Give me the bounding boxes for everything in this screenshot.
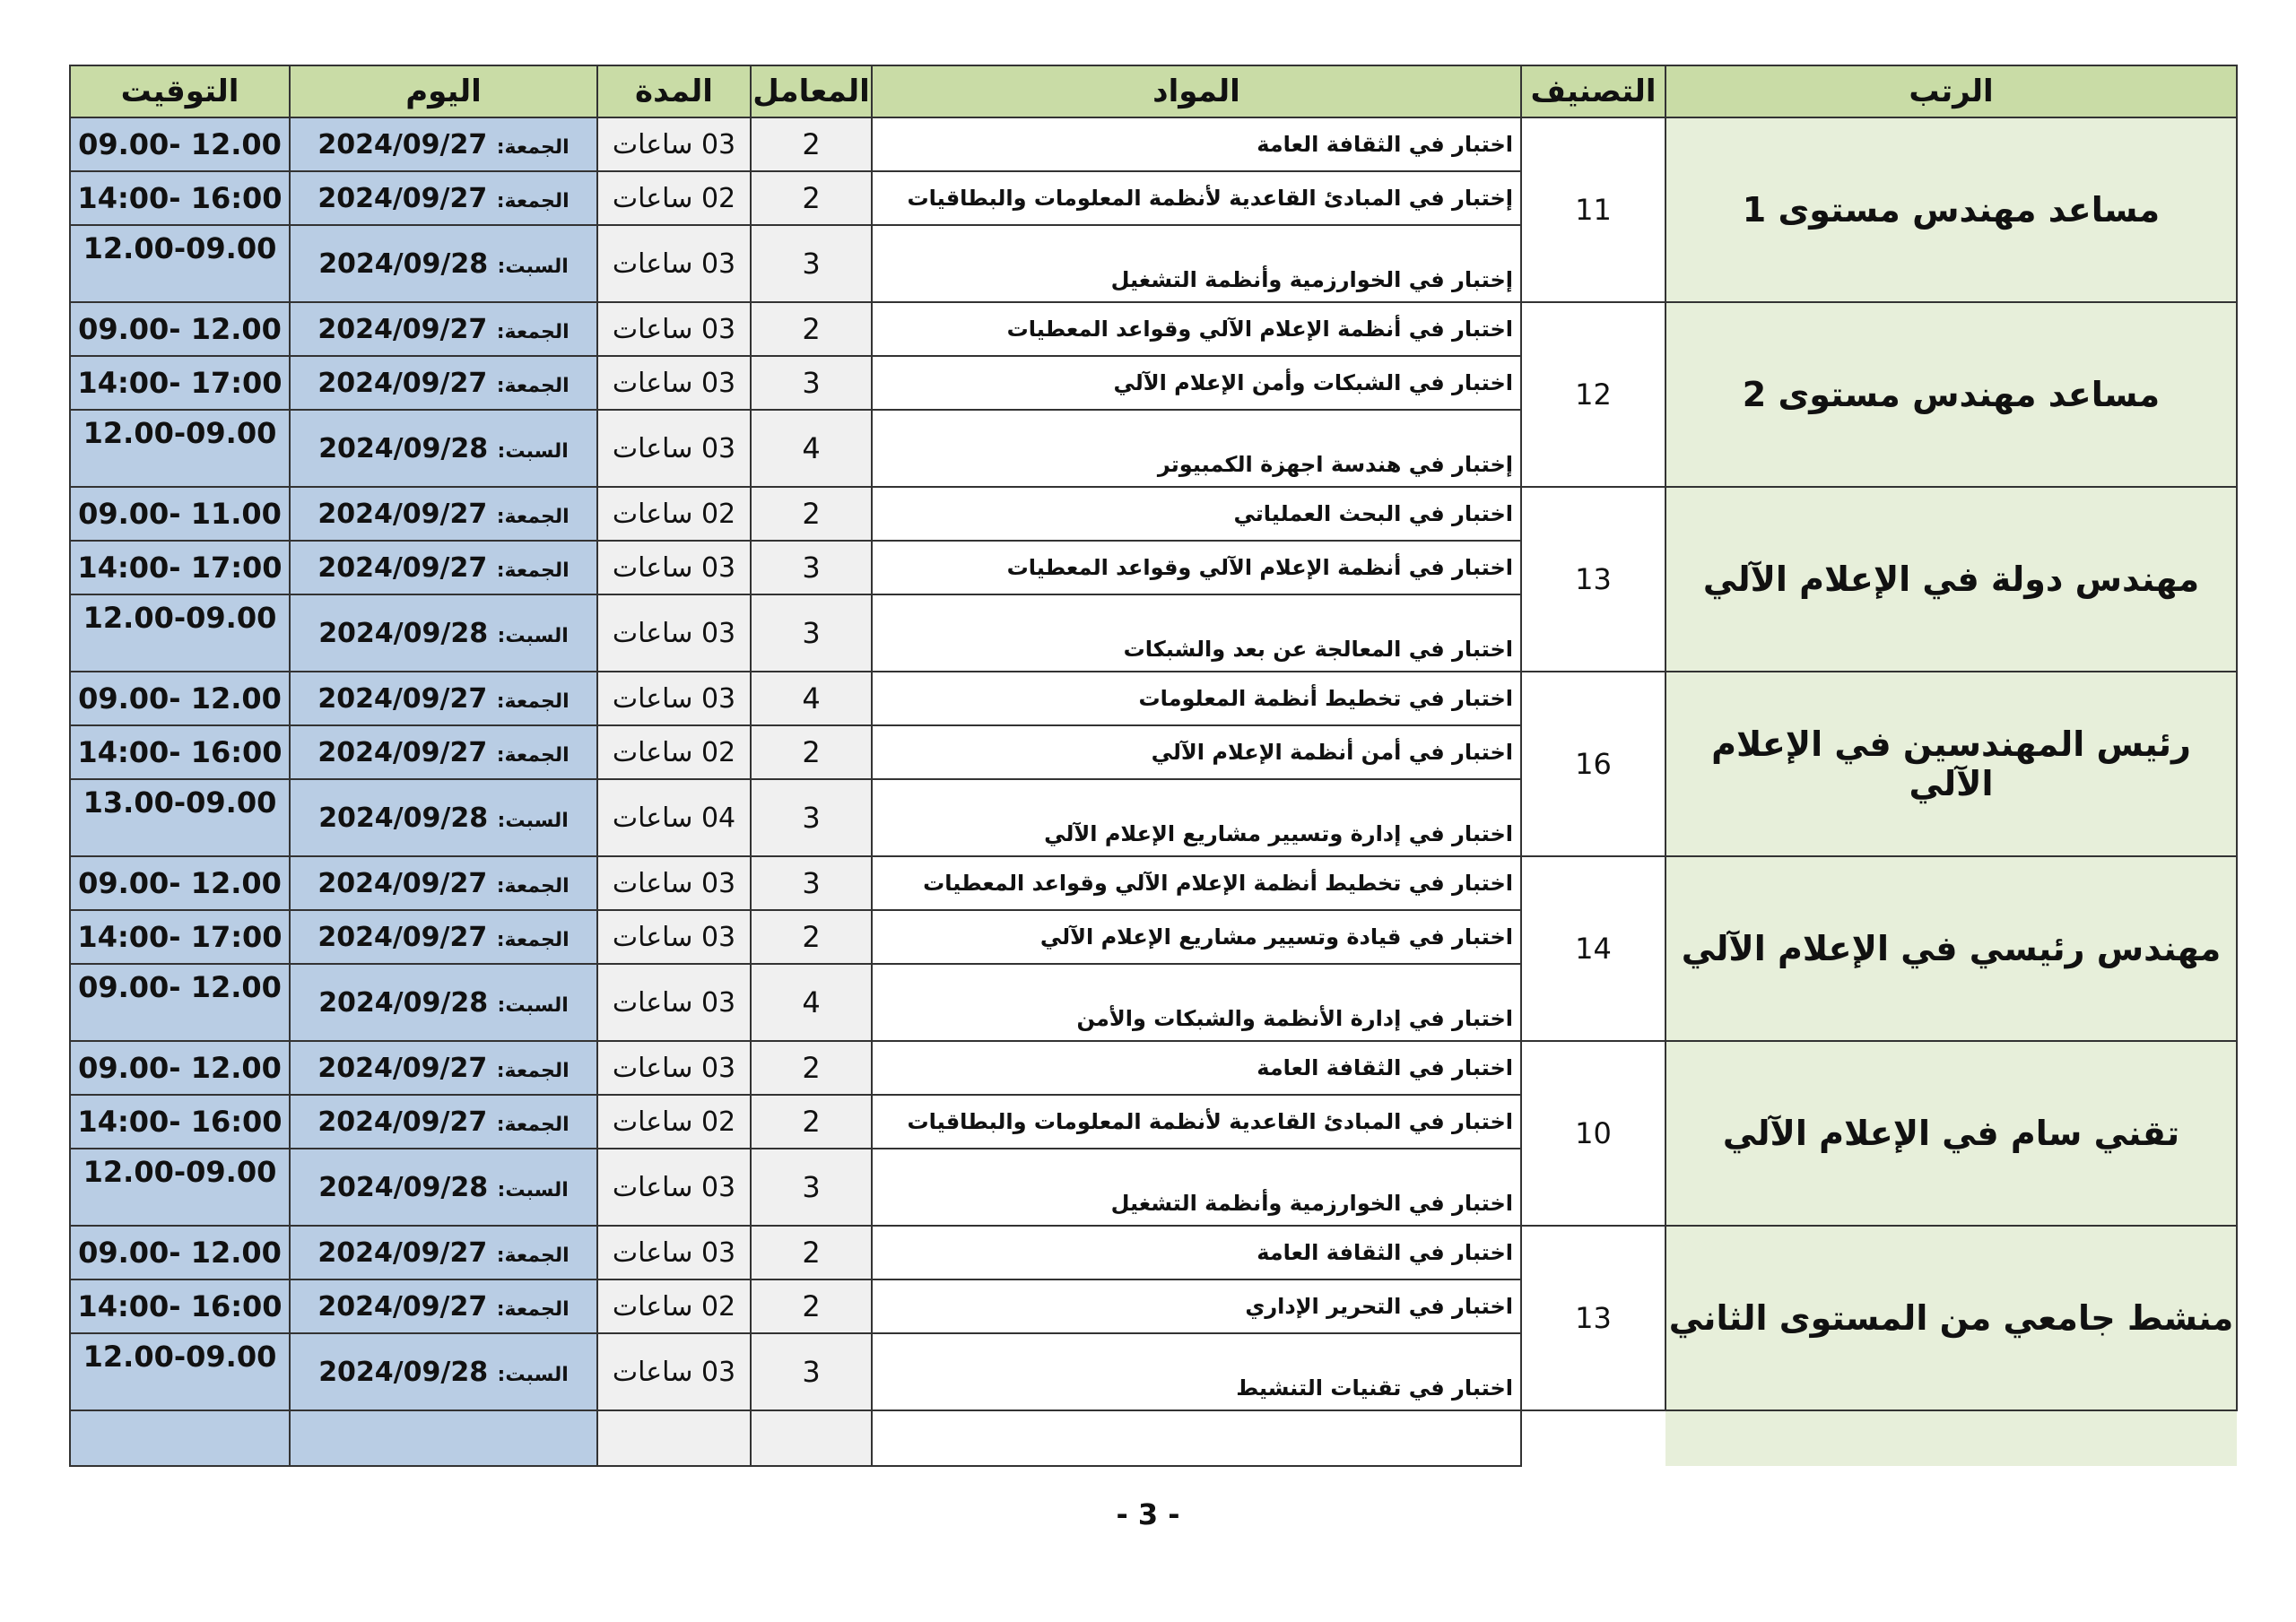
day-cell (290, 171, 597, 225)
rank-cell: مساعد مهندس مستوى 2 (1665, 302, 2237, 487)
header-rank: الرتب (1665, 65, 2237, 117)
day-name: السبت: (497, 1363, 569, 1386)
subject-cell: اختبار في المعالجة عن بعد والشبكات (872, 594, 1521, 672)
header-day: اليوم (290, 65, 597, 117)
date: 2024/09/27 (317, 182, 488, 214)
date: 2024/09/28 (318, 432, 489, 464)
time-cell: 12.00 -09.00 (70, 964, 290, 1041)
day-cell (290, 1095, 597, 1149)
subject-cell: اختبار في المبادئ القاعدية لأنظمة المعلومات والبطاقيات (872, 1095, 1521, 1149)
duration-cell: 02 ساعات (597, 1279, 751, 1333)
date: 2024/09/27 (317, 867, 488, 899)
subject-cell: اختبار في تخطيط أنظمة الإعلام الآلي وقواعد المعطيات (872, 856, 1521, 910)
subject-cell: اختبار في قيادة وتسيير مشاريع الإعلام الآلي (872, 910, 1521, 964)
header-coefficient: المعامل (751, 65, 872, 117)
empty-cell (751, 1410, 872, 1466)
table-row (70, 1226, 2237, 1279)
date: 2024/09/27 (317, 682, 488, 715)
subject-cell: إختبار في هندسة اجهزة الكمبيوتر (872, 410, 1521, 487)
date: 2024/09/28 (318, 1171, 489, 1203)
duration-cell: 03 ساعات (597, 964, 751, 1041)
day-cell (290, 1226, 597, 1279)
day-cell (290, 410, 597, 487)
subject-cell: اختبار في أنظمة الإعلام الآلي وقواعد المعطيات (872, 302, 1521, 356)
date: 2024/09/27 (317, 921, 488, 953)
coefficient-cell: 2 (751, 910, 872, 964)
duration-cell: 04 ساعات (597, 779, 751, 856)
day-cell (290, 1149, 597, 1226)
day-name: الجمعة: (496, 743, 570, 767)
day-name: السبت: (497, 1178, 569, 1201)
empty-cell (1521, 1410, 1665, 1466)
day-cell (290, 541, 597, 594)
date: 2024/09/28 (318, 802, 489, 834)
coefficient-cell: 4 (751, 964, 872, 1041)
classification-cell: 10 (1521, 1041, 1665, 1226)
subject-cell: اختبار في أمن أنظمة الإعلام الآلي (872, 725, 1521, 779)
day-cell (290, 594, 597, 672)
day-cell (290, 1279, 597, 1333)
subject-cell: اختبار في التحرير الإداري (872, 1279, 1521, 1333)
empty-cell (70, 1410, 290, 1466)
coefficient-cell: 3 (751, 1333, 872, 1410)
table-row (70, 1041, 2237, 1095)
date: 2024/09/27 (317, 551, 488, 584)
day-name: الجمعة: (496, 320, 570, 343)
day-name: الجمعة: (496, 690, 570, 713)
duration-cell: 03 ساعات (597, 1226, 751, 1279)
date: 2024/09/28 (318, 617, 489, 649)
coefficient-cell: 3 (751, 1149, 872, 1226)
duration-cell: 03 ساعات (597, 302, 751, 356)
duration-cell: 02 ساعات (597, 1095, 751, 1149)
date: 2024/09/27 (317, 128, 488, 160)
duration-cell: 02 ساعات (597, 487, 751, 541)
empty-cell (597, 1410, 751, 1466)
day-cell (290, 487, 597, 541)
page-number: - 3 - (1116, 1497, 1180, 1531)
subject-cell: اختبار في الثقافة العامة (872, 1226, 1521, 1279)
duration-cell: 03 ساعات (597, 672, 751, 725)
duration-cell: 03 ساعات (597, 1149, 751, 1226)
empty-cell (290, 1410, 597, 1466)
empty-cell (1665, 1410, 2237, 1466)
header-subjects: المواد (872, 65, 1521, 117)
table-row (70, 117, 2237, 171)
coefficient-cell: 3 (751, 225, 872, 302)
date: 2024/09/27 (317, 498, 488, 530)
duration-cell: 03 ساعات (597, 594, 751, 672)
day-cell (290, 225, 597, 302)
empty-cell (872, 1410, 1521, 1466)
day-name: الجمعة: (496, 1244, 570, 1267)
time-cell: 13.00-09.00 (70, 779, 290, 856)
day-name: الجمعة: (496, 1113, 570, 1136)
date: 2024/09/27 (317, 367, 488, 399)
date: 2024/09/28 (318, 986, 489, 1019)
schedule-body (70, 117, 2237, 1466)
day-name: الجمعة: (496, 374, 570, 397)
day-cell (290, 856, 597, 910)
rank-cell: رئيس المهندسين في الإعلام الآلي (1665, 672, 2237, 856)
day-name: الجمعة: (496, 559, 570, 582)
date: 2024/09/27 (317, 1290, 488, 1323)
duration-cell: 03 ساعات (597, 541, 751, 594)
time-cell: 12.00 -09.00 (70, 672, 290, 725)
day-name: الجمعة: (496, 874, 570, 898)
time-cell: 16:00 -14:00 (70, 1095, 290, 1149)
time-cell: 12.00-09.00 (70, 410, 290, 487)
day-name: الجمعة: (496, 135, 570, 159)
subject-cell: إختبار في المبادئ القاعدية لأنظمة المعلومات والبطاقيات (872, 171, 1521, 225)
day-name: الجمعة: (496, 928, 570, 951)
table-row (70, 487, 2237, 541)
coefficient-cell: 4 (751, 672, 872, 725)
day-name: الجمعة: (496, 505, 570, 528)
classification-cell: 12 (1521, 302, 1665, 487)
duration-cell: 02 ساعات (597, 725, 751, 779)
coefficient-cell: 2 (751, 1041, 872, 1095)
day-name: السبت: (497, 439, 569, 463)
duration-cell: 03 ساعات (597, 117, 751, 171)
day-cell (290, 964, 597, 1041)
time-cell: 12.00 -09.00 (70, 302, 290, 356)
date: 2024/09/27 (317, 1236, 488, 1269)
time-cell: 12.00 -09.00 (70, 856, 290, 910)
date: 2024/09/28 (318, 1356, 489, 1388)
subject-cell: اختبار في إدارة الأنظمة والشبكات والأمن (872, 964, 1521, 1041)
coefficient-cell: 2 (751, 171, 872, 225)
rank-cell: منشط جامعي من المستوى الثاني (1665, 1226, 2237, 1410)
table-row (70, 856, 2237, 910)
day-name: الجمعة: (496, 1059, 570, 1082)
time-cell: 12.00 -09.00 (70, 117, 290, 171)
day-name: السبت: (497, 255, 569, 278)
time-cell: 16:00 -14:00 (70, 171, 290, 225)
classification-cell: 13 (1521, 487, 1665, 672)
date: 2024/09/28 (318, 247, 489, 280)
subject-cell: اختبار في البحث العملياتي (872, 487, 1521, 541)
day-cell (290, 779, 597, 856)
time-cell: 12.00-09.00 (70, 1149, 290, 1226)
subject-cell: إختبار في الخوارزمية وأنظمة التشغيل (872, 225, 1521, 302)
table-row (70, 672, 2237, 725)
coefficient-cell: 3 (751, 356, 872, 410)
classification-cell: 16 (1521, 672, 1665, 856)
date: 2024/09/27 (317, 1106, 488, 1138)
coefficient-cell: 2 (751, 1226, 872, 1279)
time-cell: 12.00 -09.00 (70, 1041, 290, 1095)
coefficient-cell: 2 (751, 487, 872, 541)
subject-cell: اختبار في الثقافة العامة (872, 1041, 1521, 1095)
time-cell: 12.00 -09.00 (70, 1226, 290, 1279)
subject-cell: اختبار في تقنيات التنشيط (872, 1333, 1521, 1410)
table-row (70, 302, 2237, 356)
time-cell: 17:00 -14:00 (70, 356, 290, 410)
time-cell: 12.00-09.00 (70, 594, 290, 672)
coefficient-cell: 3 (751, 541, 872, 594)
time-cell: 12.00-09.00 (70, 1333, 290, 1410)
rank-cell: تقني سام في الإعلام الآلي (1665, 1041, 2237, 1226)
coefficient-cell: 2 (751, 117, 872, 171)
day-cell (290, 1333, 597, 1410)
coefficient-cell: 2 (751, 1279, 872, 1333)
duration-cell: 03 ساعات (597, 225, 751, 302)
time-cell: 17:00 -14:00 (70, 910, 290, 964)
coefficient-cell: 2 (751, 725, 872, 779)
day-name: الجمعة: (496, 1297, 570, 1321)
day-cell (290, 117, 597, 171)
day-name: الجمعة: (496, 189, 570, 213)
duration-cell: 02 ساعات (597, 171, 751, 225)
rank-cell: مساعد مهندس مستوى 1 (1665, 117, 2237, 302)
coefficient-cell: 3 (751, 856, 872, 910)
subject-cell: اختبار في الثقافة العامة (872, 117, 1521, 171)
duration-cell: 03 ساعات (597, 410, 751, 487)
rank-cell: مهندس رئيسي في الإعلام الآلي (1665, 856, 2237, 1041)
day-cell (290, 672, 597, 725)
subject-cell: اختبار في الشبكات وأمن الإعلام الآلي (872, 356, 1521, 410)
day-cell (290, 302, 597, 356)
header-row (70, 65, 2237, 117)
classification-cell: 11 (1521, 117, 1665, 302)
date: 2024/09/27 (317, 1052, 488, 1084)
time-cell: 16:00 -14:00 (70, 725, 290, 779)
classification-cell: 14 (1521, 856, 1665, 1041)
day-cell (290, 356, 597, 410)
coefficient-cell: 4 (751, 410, 872, 487)
day-cell (290, 1041, 597, 1095)
time-cell: 17:00 -14:00 (70, 541, 290, 594)
duration-cell: 03 ساعات (597, 856, 751, 910)
day-name: السبت: (497, 993, 569, 1017)
subject-cell: اختبار في الخوارزمية وأنظمة التشغيل (872, 1149, 1521, 1226)
day-name: السبت: (497, 624, 569, 647)
duration-cell: 03 ساعات (597, 910, 751, 964)
duration-cell: 03 ساعات (597, 356, 751, 410)
subject-cell: اختبار في تخطيط أنظمة المعلومات (872, 672, 1521, 725)
header-classification: التصنيف (1521, 65, 1665, 117)
coefficient-cell: 3 (751, 594, 872, 672)
date: 2024/09/27 (317, 736, 488, 768)
header-time: التوقيت (70, 65, 290, 117)
duration-cell: 03 ساعات (597, 1333, 751, 1410)
subject-cell: اختبار في إدارة وتسيير مشاريع الإعلام الآلي (872, 779, 1521, 856)
coefficient-cell: 2 (751, 1095, 872, 1149)
schedule-table (69, 65, 2238, 1467)
coefficient-cell: 3 (751, 779, 872, 856)
rank-cell: مهندس دولة في الإعلام الآلي (1665, 487, 2237, 672)
day-cell (290, 910, 597, 964)
day-name: السبت: (497, 809, 569, 832)
exam-schedule (69, 65, 2236, 1467)
day-cell (290, 725, 597, 779)
coefficient-cell: 2 (751, 302, 872, 356)
empty-row (70, 1410, 2237, 1466)
date: 2024/09/27 (317, 313, 488, 345)
header-duration: المدة (597, 65, 751, 117)
classification-cell: 13 (1521, 1226, 1665, 1410)
time-cell: 11.00 -09.00 (70, 487, 290, 541)
duration-cell: 03 ساعات (597, 1041, 751, 1095)
subject-cell: اختبار في أنظمة الإعلام الآلي وقواعد المعطيات (872, 541, 1521, 594)
time-cell: 12.00-09.00 (70, 225, 290, 302)
time-cell: 16:00 -14:00 (70, 1279, 290, 1333)
